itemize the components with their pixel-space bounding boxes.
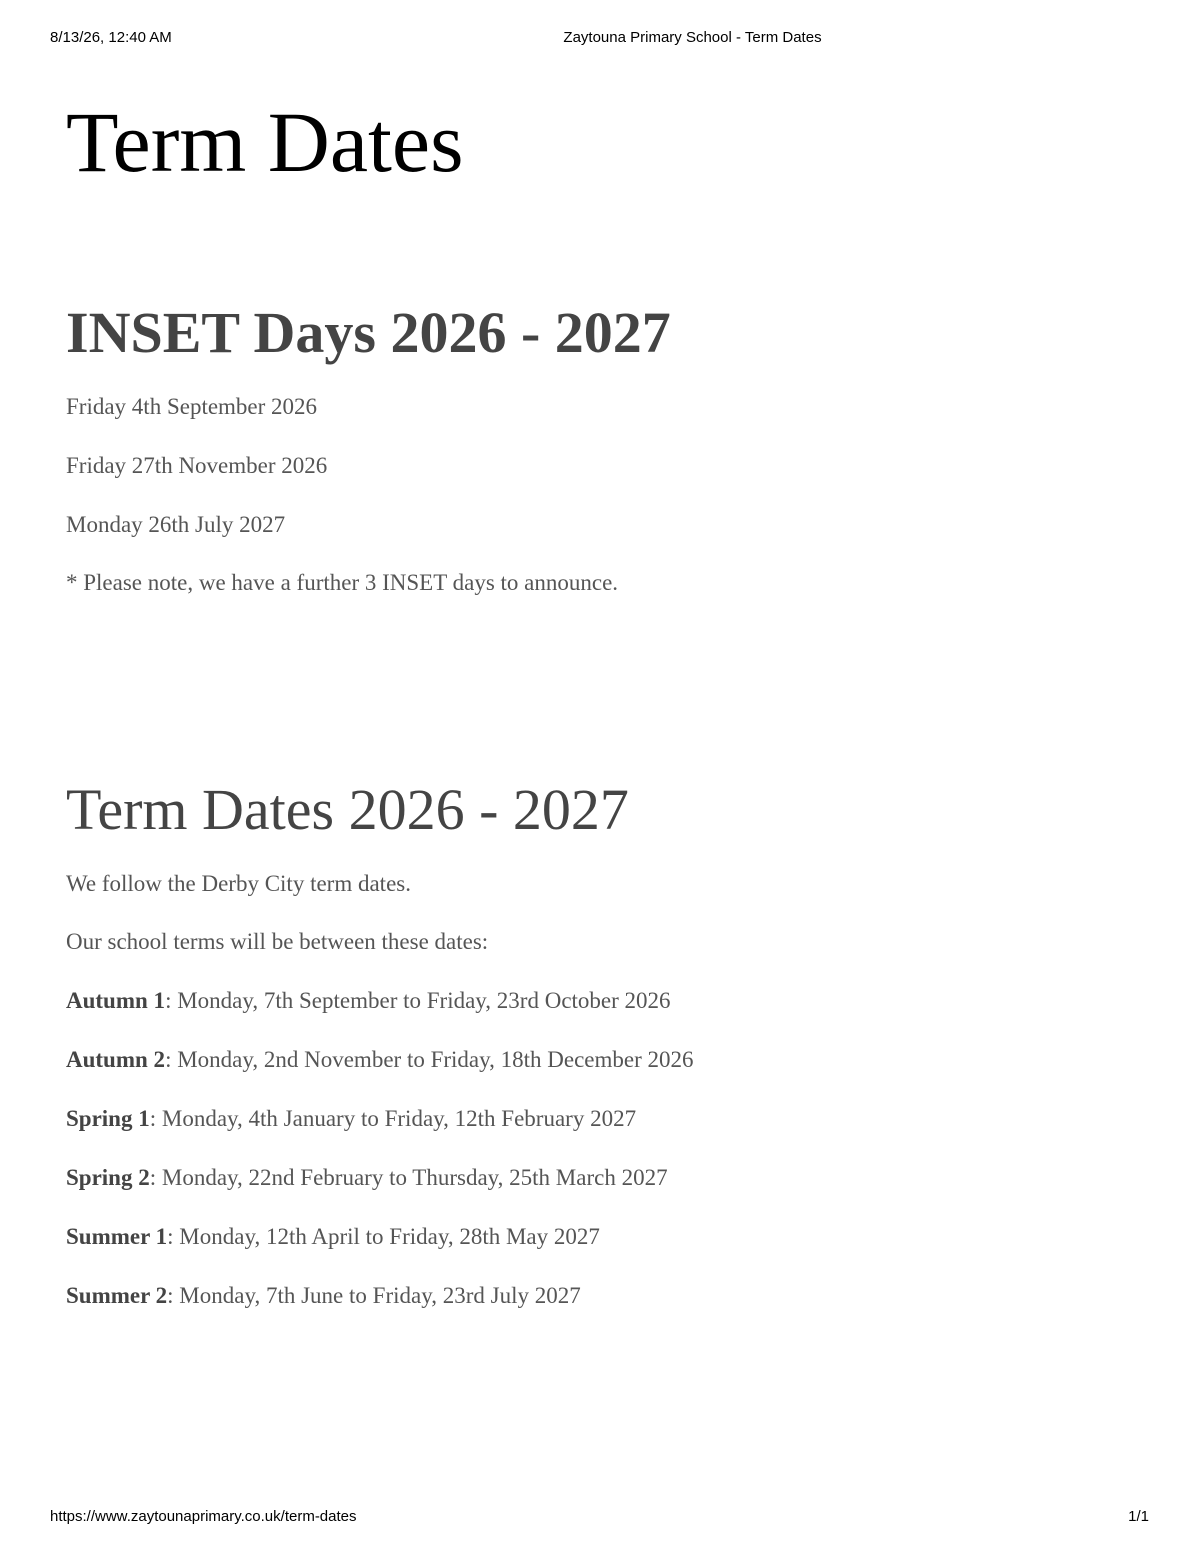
term-item — [66, 986, 671, 1016]
term-range: : Monday, 2nd November to Friday, 18th December 2026 — [165, 1047, 694, 1072]
term-item — [66, 1222, 600, 1252]
term-name: Summer 1 — [66, 1224, 168, 1249]
print-url: https://www.zaytounaprimary.co.uk/term-dates — [50, 1508, 357, 1525]
term-name: Spring 1 — [66, 1106, 150, 1131]
inset-date: Friday 4th September 2026 — [66, 394, 318, 419]
term-range: : Monday, 4th January to Friday, 12th February 2027 — [149, 1106, 637, 1131]
term-name: Spring 2 — [66, 1165, 150, 1190]
print-datetime: 8/13/26, 12:40 AM — [50, 29, 172, 46]
print-page-count: 1/1 — [1128, 1508, 1149, 1525]
print-page-title: Zaytouna Primary School - Term Dates — [563, 29, 822, 46]
term-range: : Monday, 7th September to Friday, 23rd October 2026 — [165, 988, 671, 1013]
inset-days-heading: INSET Days 2026 - 2027 — [66, 300, 671, 365]
inset-date: Monday 26th July 2027 — [66, 512, 286, 537]
term-range: : Monday, 12th April to Friday, 28th May 2027 — [167, 1224, 600, 1249]
term-item — [66, 1281, 581, 1311]
inset-note: * Please note, we have a further 3 INSET days to announce. — [66, 570, 619, 595]
term-item — [66, 1163, 668, 1193]
term-item — [66, 1104, 636, 1134]
print-footer — [0, 1508, 1200, 1528]
term-dates-intro: We follow the Derby City term dates. — [66, 871, 411, 896]
term-name: Summer 2 — [66, 1283, 168, 1308]
term-range: : Monday, 7th June to Friday, 23rd July 2027 — [167, 1283, 581, 1308]
page-title: Term Dates — [66, 94, 464, 190]
term-dates-lead: Our school terms will be between these dates: — [66, 929, 489, 954]
term-range: : Monday, 22nd February to Thursday, 25th March 2027 — [149, 1165, 668, 1190]
term-dates-heading: Term Dates 2026 - 2027 — [66, 777, 629, 842]
term-name: Autumn 2 — [66, 1047, 166, 1072]
term-item — [66, 1045, 694, 1075]
print-header — [0, 29, 1200, 49]
inset-date: Friday 27th November 2026 — [66, 453, 328, 478]
term-name: Autumn 1 — [66, 988, 166, 1013]
